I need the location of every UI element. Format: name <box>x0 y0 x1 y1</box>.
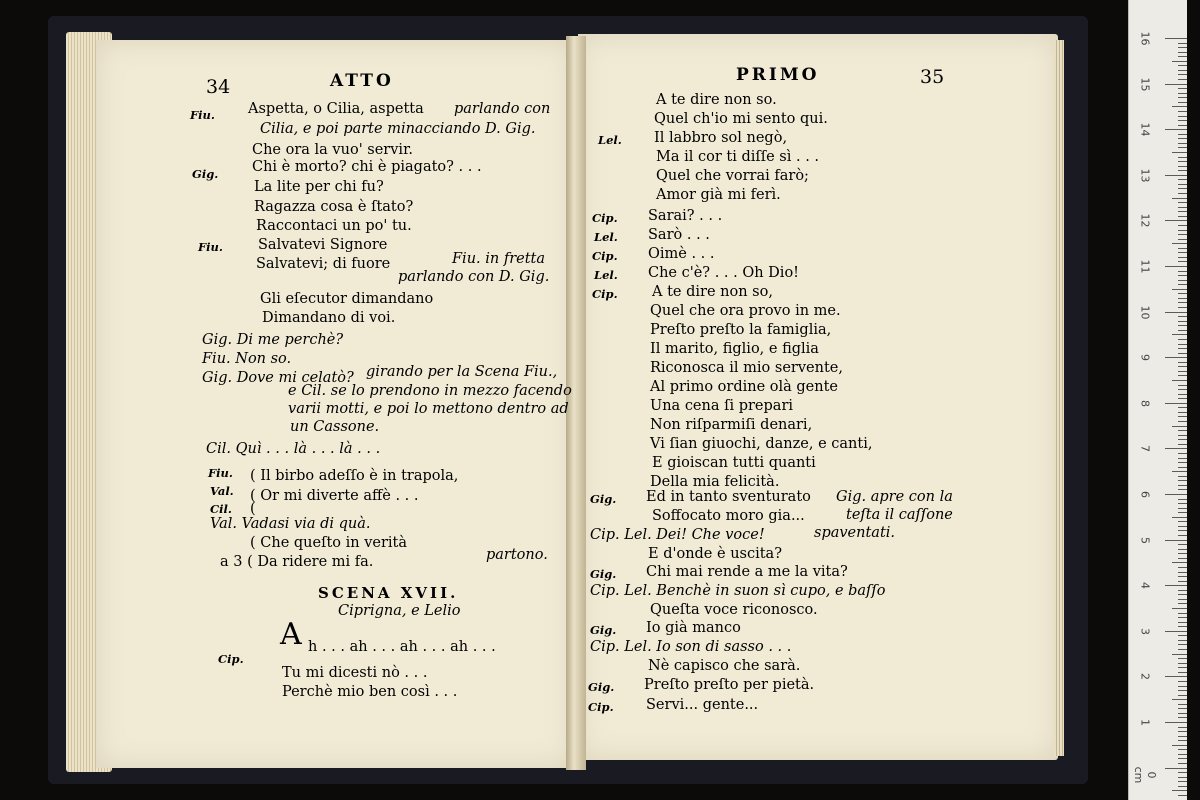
ruler-tick <box>1178 52 1187 53</box>
ruler-tick <box>1178 626 1187 627</box>
text-line-left: ( Che queſto in verità <box>250 535 408 551</box>
text-line-right: Della mia felicità. <box>650 474 780 490</box>
measuring-ruler <box>1128 0 1187 800</box>
ruler-tick <box>1178 467 1187 468</box>
ruler-tick <box>1178 594 1187 595</box>
text-line-right: Io già manco <box>646 620 741 636</box>
ruler-tick <box>1178 695 1187 696</box>
text-line-left: Chi è morto? chi è piagato? . . . <box>252 159 482 175</box>
book-gutter <box>566 36 586 770</box>
ruler-tick <box>1178 74 1187 75</box>
drop-cap: A <box>280 617 302 652</box>
ruler-tick <box>1165 722 1187 723</box>
ruler-tick <box>1165 357 1187 358</box>
text-line-left: Salvatevi; di fuore <box>256 256 391 272</box>
ruler-tick <box>1172 608 1187 609</box>
ruler-tick <box>1178 649 1187 650</box>
ruler-tick <box>1165 266 1187 267</box>
ruler-tick <box>1178 749 1187 750</box>
text-line-right: Cip. Lel. Benchè in suon sì cupo, e baſſo <box>590 583 886 599</box>
text-line-right: Gig. apre con la <box>836 489 953 505</box>
ruler-tick <box>1178 416 1187 417</box>
ruler-tick <box>1178 239 1187 240</box>
ruler-tick <box>1178 366 1187 367</box>
ruler-tick <box>1178 439 1187 440</box>
ruler-tick <box>1178 763 1187 764</box>
ruler-tick <box>1178 252 1187 253</box>
ruler-tick <box>1178 216 1187 217</box>
ruler-tick <box>1178 230 1187 231</box>
text-line-right: spaventati. <box>814 525 896 541</box>
ruler-label: 5 <box>1138 536 1152 544</box>
ruler-tick <box>1178 344 1187 345</box>
text-line-right: Quel ch'io mi sento qui. <box>654 111 828 127</box>
ruler-tick <box>1178 193 1187 194</box>
ruler-tick <box>1178 781 1187 782</box>
ruler-tick <box>1178 453 1187 454</box>
ruler-tick <box>1178 599 1187 600</box>
text-line-right: Amor già mi ferì. <box>656 187 781 203</box>
ruler-tick <box>1172 654 1187 655</box>
ruler-tick <box>1178 499 1187 500</box>
ruler-tick <box>1178 635 1187 636</box>
ruler-tick <box>1178 658 1187 659</box>
text-line-right: Cip. <box>592 211 618 225</box>
ruler-tick <box>1178 302 1187 303</box>
ruler-tick <box>1178 362 1187 363</box>
text-line-right: Gig. <box>588 680 615 694</box>
text-line-right: Preſto preſto per pietà. <box>644 677 815 693</box>
ruler-tick <box>1178 421 1187 422</box>
ruler-tick <box>1172 289 1187 290</box>
text-line-right: Soffocato moro gia... <box>652 508 805 524</box>
ruler-tick <box>1178 412 1187 413</box>
ruler-label: 10 <box>1138 305 1152 320</box>
ruler-tick <box>1178 248 1187 249</box>
text-line-right: A te dire non so. <box>656 92 777 108</box>
ruler-tick <box>1178 202 1187 203</box>
ruler-tick <box>1178 530 1187 531</box>
text-line-right: Chi mai rende a me la vita? <box>646 564 848 580</box>
ruler-tick <box>1178 211 1187 212</box>
ruler-tick <box>1178 47 1187 48</box>
ruler-label: 12 <box>1138 213 1152 228</box>
text-line-left: La lite per chi fu? <box>254 179 384 195</box>
ruler-tick <box>1172 380 1187 381</box>
text-line-right: Servi... gente... <box>646 697 759 713</box>
ruler-tick <box>1178 298 1187 299</box>
ruler-tick <box>1178 622 1187 623</box>
text-line-right: A te dire non so, <box>652 284 773 300</box>
ruler-tick <box>1178 93 1187 94</box>
page-number-right: 35 <box>920 66 945 88</box>
ruler-tick <box>1178 166 1187 167</box>
ruler-tick <box>1172 426 1187 427</box>
ruler-label: 2 <box>1138 673 1152 681</box>
ruler-tick <box>1178 307 1187 308</box>
text-line-left: Gli eſecutor dimandano <box>260 291 434 307</box>
ruler-tick <box>1178 385 1187 386</box>
ruler-label: 15 <box>1138 77 1152 92</box>
ruler-tick <box>1178 708 1187 709</box>
ruler-tick <box>1178 613 1187 614</box>
text-line-right: Che c'è? . . . Oh Dio! <box>648 265 800 281</box>
ruler-tick <box>1165 175 1187 176</box>
scene-characters: Ciprigna, e Lelio <box>338 603 461 619</box>
text-line-right: Una cena ſi prepari <box>650 398 794 414</box>
ruler-tick <box>1178 79 1187 80</box>
ruler-label: 14 <box>1138 122 1152 137</box>
ruler-tick <box>1165 631 1187 632</box>
text-line-left: ( Il birbo adeſſo è in trapola, <box>250 468 459 484</box>
scene-line: Tu mi dicesti nò . . . <box>282 665 428 681</box>
ruler-tick <box>1178 667 1187 668</box>
ruler-tick <box>1178 271 1187 272</box>
ruler-tick <box>1178 116 1187 117</box>
ruler-tick <box>1178 43 1187 44</box>
ruler-tick <box>1178 134 1187 135</box>
ruler-tick <box>1178 394 1187 395</box>
ruler-tick <box>1178 717 1187 718</box>
ruler-tick <box>1165 129 1187 130</box>
text-line-left: girando per la Scena Fiu., <box>366 364 558 380</box>
ruler-label: 16 <box>1138 31 1152 46</box>
text-line-left: ( <box>250 501 256 517</box>
ruler-tick <box>1178 157 1187 158</box>
ruler-tick <box>1178 147 1187 148</box>
ruler-tick <box>1178 188 1187 189</box>
ruler-tick <box>1178 754 1187 755</box>
ruler-tick <box>1178 681 1187 682</box>
ruler-tick <box>1172 106 1187 107</box>
text-line-left: Cil. Quì . . . là . . . là . . . <box>206 441 381 457</box>
ruler-tick <box>1178 727 1187 728</box>
ruler-tick <box>1178 375 1187 376</box>
text-line-right: Cip. <box>588 700 614 714</box>
ruler-label: 9 <box>1138 354 1152 362</box>
ruler-tick <box>1178 553 1187 554</box>
ruler-tick <box>1178 567 1187 568</box>
ruler-tick <box>1178 184 1187 185</box>
text-line-right: Lel. <box>594 268 618 282</box>
page-number-left: 34 <box>206 76 231 98</box>
ruler-tick <box>1165 403 1187 404</box>
text-line-left: Fiu. <box>208 466 233 480</box>
scene-line: Perchè mio ben così . . . <box>282 684 458 700</box>
ruler-tick <box>1178 125 1187 126</box>
ruler-tick <box>1165 84 1187 85</box>
ruler-tick <box>1178 795 1187 796</box>
scene-title: SCENA XVII. <box>318 584 459 602</box>
ruler-tick <box>1172 61 1187 62</box>
ruler-tick <box>1178 97 1187 98</box>
text-line-right: Non riſparmiſi denari, <box>650 417 813 433</box>
text-line-right: Gig. <box>590 567 617 581</box>
ruler-tick <box>1178 102 1187 103</box>
text-line-left: Cilia, e poi parte minacciando D. Gig. <box>260 121 536 137</box>
ruler-tick <box>1178 321 1187 322</box>
ruler-tick <box>1172 334 1187 335</box>
ruler-tick <box>1178 508 1187 509</box>
ruler-tick <box>1178 544 1187 545</box>
ruler-tick <box>1178 435 1187 436</box>
text-line-right: Ed in tanto sventurato <box>646 489 811 505</box>
ruler-tick <box>1172 699 1187 700</box>
ruler-label: 0 cm <box>1132 766 1158 783</box>
ruler-tick <box>1178 686 1187 687</box>
ruler-tick <box>1178 777 1187 778</box>
ruler-tick <box>1178 138 1187 139</box>
ruler-label: 3 <box>1138 627 1152 635</box>
ruler-tick <box>1165 38 1187 39</box>
ruler-tick <box>1178 353 1187 354</box>
ruler-tick <box>1178 389 1187 390</box>
ruler-tick <box>1178 485 1187 486</box>
ruler-tick <box>1178 398 1187 399</box>
text-line-left: ( Or mi diverte affè . . . <box>250 488 419 504</box>
ruler-tick <box>1165 312 1187 313</box>
ruler-tick <box>1178 257 1187 258</box>
ruler-tick <box>1165 494 1187 495</box>
ruler-label: 8 <box>1138 399 1152 407</box>
text-line-left: Fiu. <box>198 240 223 254</box>
ruler-tick <box>1178 476 1187 477</box>
ruler-tick <box>1178 56 1187 57</box>
ruler-tick <box>1178 644 1187 645</box>
text-line-right: Quel che vorrai farò; <box>656 168 809 184</box>
ruler-tick <box>1178 581 1187 582</box>
ruler-tick <box>1178 143 1187 144</box>
scene-line: h . . . ah . . . ah . . . ah . . . <box>308 639 496 655</box>
ruler-tick <box>1178 330 1187 331</box>
ruler-tick <box>1178 704 1187 705</box>
text-line-left: Gig. Di me perchè? <box>202 332 344 348</box>
ruler-tick <box>1178 512 1187 513</box>
text-line-right: Gig. <box>590 623 617 637</box>
ruler-tick <box>1178 736 1187 737</box>
text-line-right: Oimè . . . <box>648 246 715 262</box>
ruler-tick <box>1178 371 1187 372</box>
ruler-tick <box>1178 526 1187 527</box>
text-line-right: Lel. <box>594 230 618 244</box>
ruler-tick <box>1178 70 1187 71</box>
ruler-tick <box>1165 676 1187 677</box>
ruler-tick <box>1178 690 1187 691</box>
ruler-label: 6 <box>1138 491 1152 498</box>
ruler-label: 1 <box>1138 719 1152 726</box>
text-line-left: e Cil. se lo prendono in mezzo facendo <box>288 383 572 399</box>
ruler-tick <box>1178 672 1187 673</box>
text-line-left: parlando con D. Gig. <box>398 269 550 285</box>
text-line-right: Gig. <box>590 492 617 506</box>
ruler-tick <box>1165 448 1187 449</box>
ruler-tick <box>1178 786 1187 787</box>
ruler-tick <box>1178 339 1187 340</box>
text-line-right: E gioiscan tutti quanti <box>652 455 816 471</box>
ruler-tick <box>1178 731 1187 732</box>
text-line-left: Ragazza cosa è ſtato? <box>254 199 414 215</box>
ruler-tick <box>1178 170 1187 171</box>
ruler-tick <box>1172 471 1187 472</box>
ruler-tick <box>1178 590 1187 591</box>
text-line-right: Sarai? . . . <box>648 208 723 224</box>
ruler-tick <box>1172 790 1187 791</box>
text-line-left: Aspetta, o Cilia, aspetta <box>248 101 424 117</box>
ruler-tick <box>1178 161 1187 162</box>
text-line-right: Quel che ora provo in me. <box>650 303 841 319</box>
ruler-tick <box>1178 462 1187 463</box>
ruler-tick <box>1178 275 1187 276</box>
text-line-left: Val. Vadasi via di quà. <box>210 516 371 532</box>
text-line-right: Sarò . . . <box>648 227 710 243</box>
ruler-tick <box>1178 772 1187 773</box>
text-line-right: Al primo ordine olà gente <box>650 379 838 395</box>
text-line-left: un Cassone. <box>290 419 380 435</box>
ruler-tick <box>1178 207 1187 208</box>
text-line-left: Dimandano di voi. <box>262 310 396 326</box>
ruler-tick <box>1178 617 1187 618</box>
ruler-label: 4 <box>1138 582 1152 590</box>
ruler-tick <box>1178 740 1187 741</box>
text-line-left: Salvatevi Signore <box>258 237 388 253</box>
running-header-left: ATTO <box>330 71 394 91</box>
text-line-right: Queſta voce riconosco. <box>650 602 818 618</box>
ruler-tick <box>1178 261 1187 262</box>
ruler-tick <box>1178 521 1187 522</box>
ruler-tick <box>1178 535 1187 536</box>
ruler-tick <box>1178 179 1187 180</box>
scene-line: Cip. <box>218 652 244 666</box>
text-line-left: Che ora la vuo' servir. <box>252 142 414 158</box>
text-line-left: varii motti, e poi lo mettono dentro ad <box>288 401 569 417</box>
ruler-tick <box>1172 198 1187 199</box>
ruler-tick <box>1165 220 1187 221</box>
ruler-tick <box>1178 325 1187 326</box>
text-line-left: parlando con <box>454 101 551 117</box>
text-line-left: Gig. Dove mi celatò? <box>202 370 354 386</box>
ruler-tick <box>1172 562 1187 563</box>
text-line-right: Il marito, figlio, e figlia <box>650 341 819 357</box>
ruler-tick <box>1178 576 1187 577</box>
ruler-tick <box>1178 316 1187 317</box>
ruler-tick <box>1165 768 1187 769</box>
text-line-right: Riconosca il mio servente, <box>650 360 843 376</box>
text-line-right: Ma il cor ti diſſe sì . . . <box>656 149 820 165</box>
ruler-tick <box>1165 585 1187 586</box>
ruler-tick <box>1172 243 1187 244</box>
text-line-right: Cip. Lel. Io son di sasso . . . <box>590 639 792 655</box>
ruler-tick <box>1178 407 1187 408</box>
text-line-left: Gig. <box>192 167 219 181</box>
ruler-tick <box>1178 640 1187 641</box>
ruler-tick <box>1178 225 1187 226</box>
ruler-tick <box>1172 745 1187 746</box>
text-line-right: E d'onde è uscita? <box>648 546 782 562</box>
text-line-left: a 3 ( Da ridere mi fa. <box>220 554 374 570</box>
text-line-right: Il labbro sol negò, <box>654 130 788 146</box>
ruler-tick <box>1178 120 1187 121</box>
ruler-tick <box>1178 758 1187 759</box>
text-line-left: Fiu. <box>190 108 215 122</box>
text-line-left: partono. <box>486 547 548 563</box>
text-line-right: Preſto preſto la famiglia, <box>650 322 832 338</box>
ruler-tick <box>1172 517 1187 518</box>
ruler-tick <box>1178 280 1187 281</box>
ruler-tick <box>1172 152 1187 153</box>
text-line-right: Cip. <box>592 287 618 301</box>
text-line-right: Lel. <box>598 133 622 147</box>
text-line-right: teſta il caſſone <box>846 507 953 523</box>
ruler-tick <box>1178 489 1187 490</box>
ruler-tick <box>1178 603 1187 604</box>
text-line-left: Val. <box>210 484 234 498</box>
ruler-label: 13 <box>1138 168 1152 183</box>
ruler-tick <box>1178 663 1187 664</box>
running-header-right: PRIMO <box>736 65 820 85</box>
ruler-tick <box>1178 503 1187 504</box>
ruler-tick <box>1178 572 1187 573</box>
ruler-tick <box>1178 458 1187 459</box>
ruler-tick <box>1178 88 1187 89</box>
text-line-right: Nè capisco che sarà. <box>648 658 801 674</box>
ruler-tick <box>1178 444 1187 445</box>
ruler-label: 11 <box>1138 259 1152 274</box>
ruler-tick <box>1178 713 1187 714</box>
page-edges-right <box>1054 40 1064 756</box>
ruler-tick <box>1178 65 1187 66</box>
text-line-right: Cip. Lel. Dei! Che voce! <box>590 527 765 543</box>
ruler-tick <box>1178 293 1187 294</box>
ruler-tick <box>1178 480 1187 481</box>
ruler-label: 7 <box>1138 445 1152 453</box>
text-line-right: Cip. <box>592 249 618 263</box>
ruler-tick <box>1178 430 1187 431</box>
ruler-tick <box>1178 558 1187 559</box>
text-line-right: Vi ſian giuochi, danze, e canti, <box>650 436 873 452</box>
text-line-left: Raccontaci un po' tu. <box>256 218 412 234</box>
ruler-tick <box>1178 348 1187 349</box>
text-line-left: Cil. <box>210 502 232 516</box>
ruler-tick <box>1178 284 1187 285</box>
ruler-tick <box>1178 111 1187 112</box>
text-line-left: Fiu. Non so. <box>202 351 292 367</box>
ruler-tick <box>1165 540 1187 541</box>
text-line-left: Fiu. in fretta <box>452 251 546 267</box>
ruler-tick <box>1178 549 1187 550</box>
ruler-tick <box>1178 234 1187 235</box>
